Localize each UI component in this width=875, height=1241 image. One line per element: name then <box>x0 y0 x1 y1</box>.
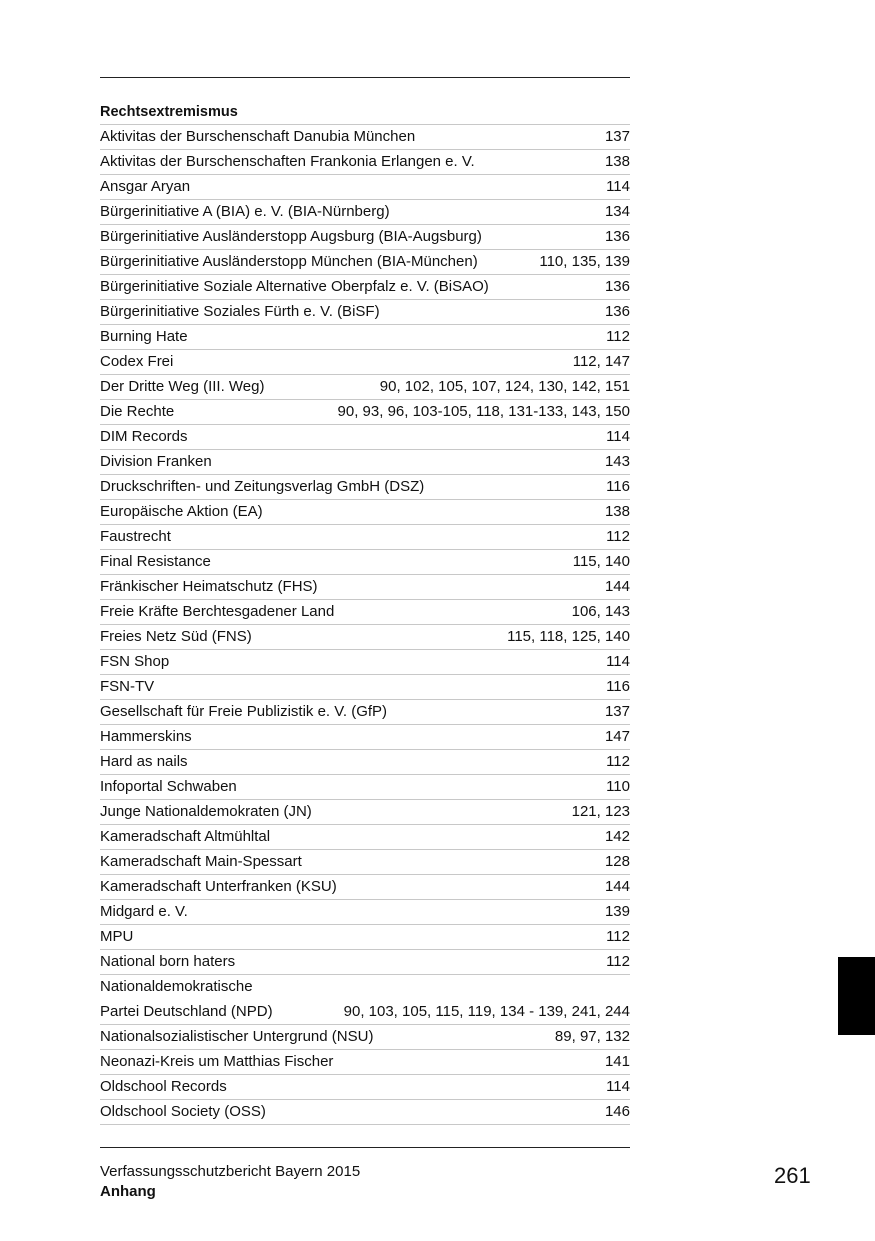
entry-name: Hammerskins <box>100 728 192 745</box>
index-entry <box>100 175 630 200</box>
entry-pages: 110 <box>606 778 630 795</box>
index-entry <box>100 150 630 175</box>
entry-name: Europäische Aktion (EA) <box>100 503 263 520</box>
entry-pages: 144 <box>604 578 630 595</box>
entry-name: Nationalsozialistischer Untergrund (NSU) <box>100 1028 374 1045</box>
index-entry <box>100 550 630 575</box>
entry-pages: 115, 140 <box>572 553 630 570</box>
entry-name: Bürgerinitiative Soziales Fürth e. V. (BiSF) <box>100 303 380 320</box>
entry-name: Druckschriften- und Zeitungsverlag GmbH (DSZ) <box>100 478 425 495</box>
entry-pages: 138 <box>604 503 630 520</box>
entry-pages: 106, 143 <box>571 603 630 620</box>
entry-pages: 137 <box>604 703 630 720</box>
entry-name: Die Rechte <box>100 403 175 420</box>
section-heading: Rechtsextremismus <box>100 100 630 125</box>
entry-name: Fränkischer Heimatschutz (FHS) <box>100 578 318 595</box>
entry-name: Infoportal Schwaben <box>100 778 237 795</box>
index-entry <box>100 850 630 875</box>
entry-pages: 112 <box>606 928 630 945</box>
index-entry <box>100 450 630 475</box>
entry-name: Aktivitas der Burschenschaften Frankonia Erlangen e. V. <box>100 153 475 170</box>
index-entry <box>100 925 630 950</box>
entry-pages: 90, 102, 105, 107, 124, 130, 142, 151 <box>379 378 630 395</box>
index-entry <box>100 650 630 675</box>
entry-name: FSN Shop <box>100 653 170 670</box>
entry-name: Faustrecht <box>100 528 171 545</box>
bottom-rule <box>100 1147 630 1148</box>
index-entry <box>100 350 630 375</box>
entry-pages: 136 <box>604 303 630 320</box>
index-entry <box>100 875 630 900</box>
entry-pages: 116 <box>606 478 630 495</box>
entry-pages: 137 <box>604 128 630 145</box>
entry-pages: 144 <box>604 878 630 895</box>
index-entry <box>100 975 630 1025</box>
entry-name: National born haters <box>100 953 236 970</box>
entry-name-line1: Nationaldemokratische <box>100 978 253 995</box>
entry-pages: 112 <box>606 528 630 545</box>
index-entry <box>100 625 630 650</box>
index-entry <box>100 125 630 150</box>
index-entry <box>100 250 630 275</box>
entry-name: Junge Nationaldemokraten (JN) <box>100 803 312 820</box>
entry-name: Hard as nails <box>100 753 188 770</box>
entry-name: DIM Records <box>100 428 188 445</box>
entry-pages: 147 <box>604 728 630 745</box>
entry-name: Der Dritte Weg (III. Weg) <box>100 378 265 395</box>
entry-name: Kameradschaft Main-Spessart <box>100 853 302 870</box>
entry-pages: 128 <box>604 853 630 870</box>
index-entry <box>100 375 630 400</box>
entry-pages: 112 <box>606 953 630 970</box>
entry-name: Bürgerinitiative Ausländerstopp München (BIA-München) <box>100 253 478 270</box>
entry-name: Kameradschaft Altmühltal <box>100 828 271 845</box>
entry-pages: 90, 103, 105, 115, 119, 134 - 139, 241, 244 <box>343 1003 630 1020</box>
entry-pages: 146 <box>604 1103 630 1120</box>
entry-name: Oldschool Society (OSS) <box>100 1103 266 1120</box>
index-entry <box>100 200 630 225</box>
entry-pages: 136 <box>604 278 630 295</box>
entry-pages: 134 <box>604 203 630 220</box>
entry-name: Ansgar Aryan <box>100 178 191 195</box>
entry-name: Final Resistance <box>100 553 211 570</box>
entry-pages: 139 <box>604 903 630 920</box>
entry-name <box>100 974 273 1024</box>
entry-pages: 143 <box>604 453 630 470</box>
entry-name: Neonazi-Kreis um Matthias Fischer <box>100 1053 334 1070</box>
entry-name: Kameradschaft Unterfranken (KSU) <box>100 878 337 895</box>
entry-pages: 90, 93, 96, 103-105, 118, 131-133, 143, 150 <box>337 403 630 420</box>
entry-pages: 112, 147 <box>572 353 630 370</box>
entry-name: Midgard e. V. <box>100 903 188 920</box>
entry-name: Gesellschaft für Freie Publizistik e. V. (GfP) <box>100 703 388 720</box>
chapter-thumb-tab <box>838 957 875 1035</box>
top-rule <box>100 77 630 78</box>
entry-name: Freies Netz Süd (FNS) <box>100 628 252 645</box>
index-list <box>100 100 630 1125</box>
entry-pages: 114 <box>606 1078 630 1095</box>
index-entry <box>100 950 630 975</box>
entry-pages: 114 <box>606 653 630 670</box>
entry-pages: 121, 123 <box>571 803 630 820</box>
index-entry <box>100 325 630 350</box>
entry-pages: 116 <box>606 678 630 695</box>
index-entry <box>100 775 630 800</box>
page-number: 261 <box>774 1163 811 1188</box>
entry-name: Bürgerinitiative A (BIA) e. V. (BIA-Nürnberg) <box>100 203 390 220</box>
entry-pages: 114 <box>606 178 630 195</box>
index-entry <box>100 750 630 775</box>
entry-name: Aktivitas der Burschenschaft Danubia München <box>100 128 416 145</box>
entry-pages: 136 <box>604 228 630 245</box>
entry-pages: 138 <box>604 153 630 170</box>
entry-name: Codex Frei <box>100 353 174 370</box>
index-entry <box>100 475 630 500</box>
entry-pages: 141 <box>604 1053 630 1070</box>
entry-name: Bürgerinitiative Ausländerstopp Augsburg (BIA-Augsburg) <box>100 228 482 245</box>
index-entry <box>100 275 630 300</box>
index-entry <box>100 700 630 725</box>
footer-subtitle: Anhang <box>100 1183 156 1200</box>
index-entry <box>100 1025 630 1050</box>
entry-pages: 110, 135, 139 <box>539 253 630 270</box>
index-entry <box>100 300 630 325</box>
entry-name: Freie Kräfte Berchtesgadener Land <box>100 603 335 620</box>
entry-name-line2: Partei Deutschland (NPD) <box>100 1003 273 1020</box>
footer-title: Verfassungsschutzbericht Bayern 2015 <box>100 1163 361 1180</box>
index-entry <box>100 525 630 550</box>
entry-name: MPU <box>100 928 134 945</box>
index-entry <box>100 725 630 750</box>
entry-pages: 89, 97, 132 <box>554 1028 630 1045</box>
index-entry <box>100 675 630 700</box>
index-entry <box>100 900 630 925</box>
index-entry <box>100 800 630 825</box>
index-entry <box>100 600 630 625</box>
index-entry <box>100 1100 630 1125</box>
index-entry <box>100 575 630 600</box>
index-entry <box>100 1075 630 1100</box>
entry-name: Division Franken <box>100 453 212 470</box>
entry-pages: 114 <box>606 428 630 445</box>
entry-pages: 115, 118, 125, 140 <box>507 628 630 645</box>
entry-name: Burning Hate <box>100 328 188 345</box>
entry-name: Oldschool Records <box>100 1078 227 1095</box>
index-entry <box>100 1050 630 1075</box>
entry-name: Bürgerinitiative Soziale Alternative Oberpfalz e. V. (BiSAO) <box>100 278 489 295</box>
index-entry <box>100 225 630 250</box>
index-entry <box>100 425 630 450</box>
entry-name: FSN-TV <box>100 678 155 695</box>
entry-pages: 112 <box>606 753 630 770</box>
index-entry <box>100 500 630 525</box>
index-entry <box>100 400 630 425</box>
index-entry <box>100 825 630 850</box>
entry-pages: 112 <box>606 328 630 345</box>
entry-pages: 142 <box>604 828 630 845</box>
